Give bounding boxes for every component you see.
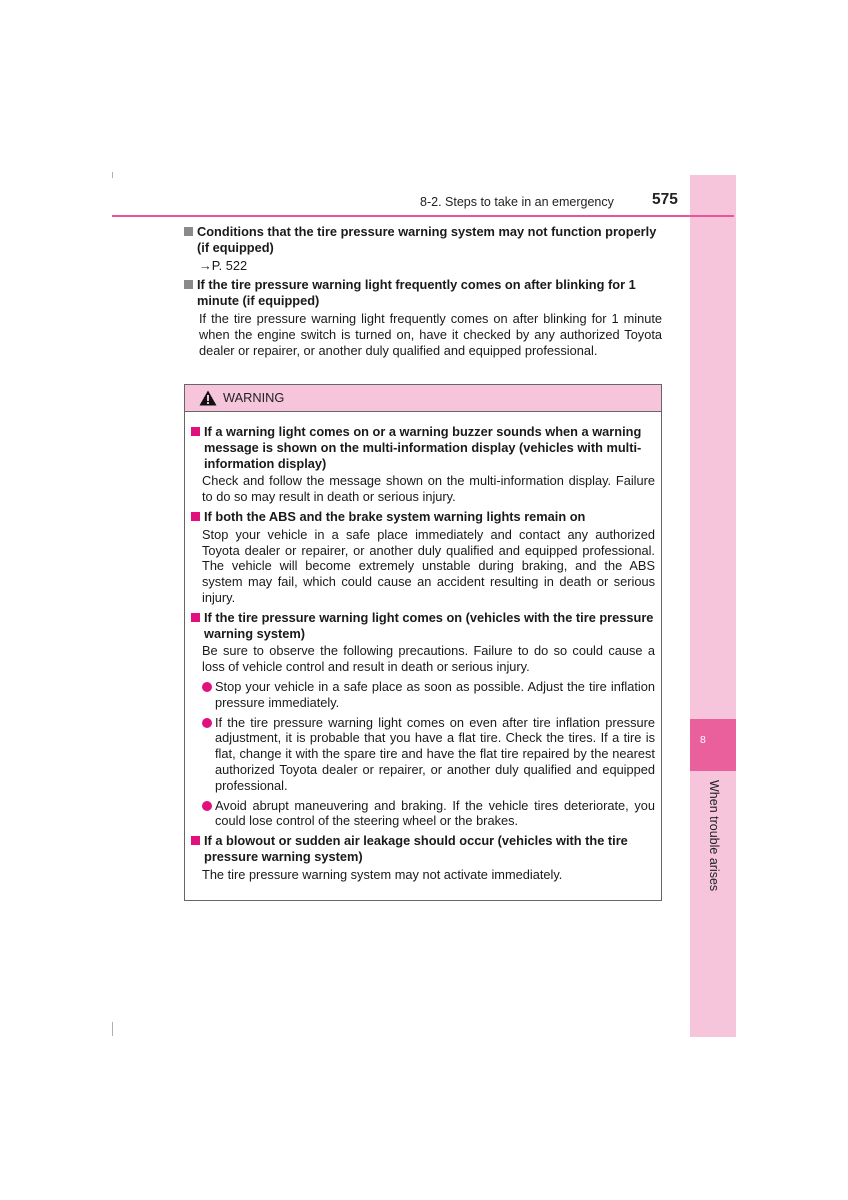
crop-mark [112,172,113,178]
chapter-number-box [690,719,736,771]
pink-dot-bullet-icon [202,682,212,692]
topic-heading [184,277,662,309]
topic-title: Conditions that the tire pressure warning system may not function properly (if equipped) [197,224,657,255]
warning-body [185,412,661,883]
warning-topic-title: If both the ABS and the brake system warning lights remain on [204,508,586,524]
page-number: 575 [652,191,678,208]
header-rule [112,215,734,217]
pink-square-bullet-icon [191,427,200,436]
warning-topic-text: Be sure to observe the following precautions. Failure to do so could cause a loss of vehicle control and result in death or serious injury. [202,643,655,675]
section-title: 8-2. Steps to take in an emergency [420,195,614,209]
gray-square-bullet-icon [184,227,193,236]
pink-square-bullet-icon [191,836,200,845]
pink-dot-bullet-icon [202,801,212,811]
warning-topic-heading [191,833,655,865]
warning-box [184,384,662,901]
bullet-text: Stop your vehicle in a safe place as soon as possible. Adjust the tire inflation pressure immediately. [215,678,655,710]
page-reference: →P. 522 [199,257,248,273]
pink-square-bullet-icon [191,613,200,622]
warning-triangle-icon [199,390,217,406]
warning-topic-title: If a blowout or sudden air leakage should occur (vehicles with the tire pressure warning system) [204,833,628,864]
chapter-title: When trouble arises [707,780,721,892]
chapter-number: 8 [700,734,706,746]
warning-topic-heading [191,610,655,642]
warning-topic-text: Stop your vehicle in a safe place immediately and contact any authorized Toyota dealer or repairer, or another duly qualified and equipped professional. The vehicle will become extremely unstable during braking, and the ABS system may fail, which could cause an accident resulting in death or serious injury. [202,526,655,605]
warning-topic-heading [191,509,655,525]
bullet-text: Avoid abrupt maneuvering and braking. If the vehicle tires deteriorate, you could lose control of the steering wheel or the brakes. [215,797,655,829]
pink-dot-bullet-icon [202,718,212,728]
warning-topic-text: The tire pressure warning system may not activate immediately. [202,866,563,882]
gray-square-bullet-icon [184,280,193,289]
topic-heading [184,224,662,256]
bullet-item [191,679,655,711]
topic-title: If the tire pressure warning light frequently comes on after blinking for 1 minute (if equipped) [197,277,636,309]
crop-mark [112,1022,113,1036]
bullet-item [191,715,655,794]
pink-square-bullet-icon [191,512,200,521]
chapter-side-tab [690,175,736,1037]
warning-header [185,385,661,412]
bullet-text: If the tire pressure warning light comes on even after tire inflation pressure adjustment, it is probable that you have a flat tire. Check the tires. If a tire is flat, change it with the spare tire and have the flat tire repaired by the nearest authorized Toyota dealer or repairer, or another duly qualified and equipped professional. [215,714,655,793]
main-content [184,224,662,358]
warning-label: WARNING [223,390,285,406]
bullet-item [191,798,655,830]
warning-topic-title: If a warning light comes on or a warning buzzer sounds when a warning message is shown on the multi-information display (vehicles with multi-information display) [204,424,642,471]
warning-topic-text: Check and follow the message shown on the multi-information display. Failure to do so may result in death or serious injury. [202,473,655,505]
warning-topic-heading [191,424,655,471]
warning-topic-title: If the tire pressure warning light comes on (vehicles with the tire pressure warning system) [204,609,654,641]
topic-text: If the tire pressure warning light frequently comes on after blinking for 1 minute when the engine switch is turned on, have it checked by any authorized Toyota dealer or repairer, or another duly qualified and equipped professional. [199,310,662,358]
